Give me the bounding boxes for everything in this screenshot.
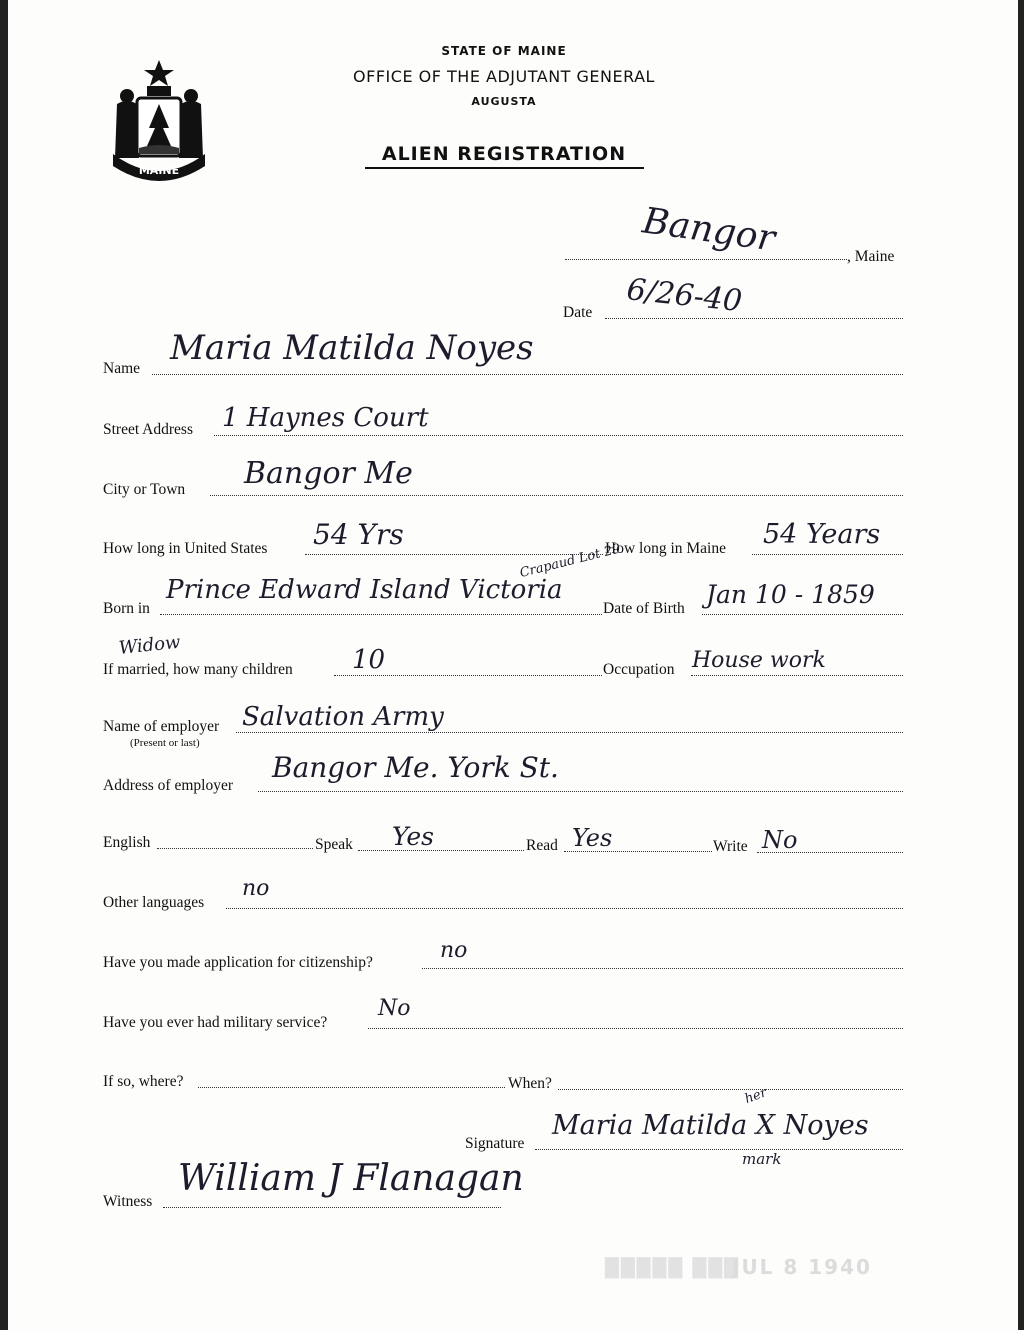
date-of-birth-label: Date of Birth xyxy=(603,600,685,617)
citizenship-value: no xyxy=(440,938,468,963)
write-value: No xyxy=(762,826,798,854)
employer-address-value: Bangor Me. York St. xyxy=(272,751,559,784)
city-heading: AUGUSTA xyxy=(471,95,537,108)
born-in-extra: Crapaud Lot 29 xyxy=(518,541,623,581)
svg-text:MAINE: MAINE xyxy=(138,164,180,177)
how-long-maine-value: 54 Years xyxy=(763,519,881,550)
employer-label: Name of employer xyxy=(103,718,220,735)
office-heading: OFFICE OF THE ADJUTANT GENERAL xyxy=(353,67,655,86)
children-line xyxy=(334,675,602,676)
date-line xyxy=(605,318,903,319)
born-in-value: Prince Edward Island Victoria xyxy=(166,575,563,605)
date-of-birth-line xyxy=(702,614,903,615)
date-label: Date xyxy=(563,304,593,321)
born-in-line xyxy=(160,614,602,615)
name-value: Maria Matilda Noyes xyxy=(170,328,534,368)
witness-line xyxy=(163,1207,501,1208)
how-long-us-value: 54 Yrs xyxy=(313,518,404,551)
where-line xyxy=(198,1087,505,1088)
signature-label: Signature xyxy=(465,1135,525,1152)
military-value: No xyxy=(378,996,411,1021)
witness-label: Witness xyxy=(103,1193,153,1210)
english-label: English xyxy=(103,834,151,851)
name-line xyxy=(152,374,903,375)
scan-edge-left xyxy=(0,0,8,1330)
occupation-value: House work xyxy=(692,648,826,673)
speak-label: Speak xyxy=(315,836,353,853)
scan-edge-right xyxy=(1018,0,1024,1330)
write-label: Write xyxy=(713,838,748,855)
occupation-line xyxy=(691,675,903,676)
citizenship-label: Have you made application for citizenship? xyxy=(103,954,373,971)
date-value: 6/26-40 xyxy=(625,272,744,320)
signature-his-note: her xyxy=(742,1085,769,1107)
speak-line xyxy=(358,850,524,851)
other-languages-label: Other languages xyxy=(103,894,205,911)
born-in-label: Born in xyxy=(103,600,150,617)
speak-value: Yes xyxy=(392,822,434,851)
received-stamp: JUL 8 1940 xyxy=(732,1255,872,1279)
city-label: City or Town xyxy=(103,481,186,498)
read-value: Yes xyxy=(572,824,613,852)
when-line xyxy=(558,1089,903,1090)
employer-line xyxy=(236,732,903,733)
read-label: Read xyxy=(526,837,558,854)
employer-address-line xyxy=(258,791,903,792)
english-line xyxy=(157,848,313,849)
maine-label: , Maine xyxy=(847,248,895,265)
occupation-label: Occupation xyxy=(603,661,675,678)
military-line xyxy=(368,1028,903,1029)
other-languages-line xyxy=(226,908,903,909)
town-value: Bangor xyxy=(640,200,778,260)
street-value: 1 Haynes Court xyxy=(222,403,429,433)
signature-mark-note: mark xyxy=(742,1150,782,1168)
how-long-us-label: How long in United States xyxy=(103,540,268,557)
city-value: Bangor Me xyxy=(244,456,413,491)
children-value: 10 xyxy=(352,645,386,675)
title-underline xyxy=(365,167,644,169)
signature-value: Maria Matilda X Noyes xyxy=(552,1110,869,1141)
how-long-maine-label: How long in Maine xyxy=(605,540,726,557)
signature-line xyxy=(535,1149,903,1150)
marital-note: Widow xyxy=(117,631,182,659)
received-stamp-faint: █████ ███ xyxy=(605,1258,741,1279)
married-label: If married, how many children xyxy=(103,661,293,678)
if-so-where-label: If so, where? xyxy=(103,1073,184,1090)
other-languages-value: no xyxy=(242,876,270,901)
when-label: When? xyxy=(508,1075,552,1092)
citizenship-line xyxy=(422,968,903,969)
how-long-maine-line xyxy=(752,554,903,555)
city-line xyxy=(210,495,903,496)
employer-address-label: Address of employer xyxy=(103,777,233,794)
employer-note: (Present or last) xyxy=(130,737,200,749)
form-title: ALIEN REGISTRATION xyxy=(381,143,627,165)
street-line xyxy=(214,435,903,436)
street-label: Street Address xyxy=(103,421,193,438)
state-heading: STATE OF MAINE xyxy=(441,44,567,58)
military-label: Have you ever had military service? xyxy=(103,1014,328,1031)
date-of-birth-value: Jan 10 - 1859 xyxy=(706,580,875,609)
town-line xyxy=(565,259,847,260)
employer-value: Salvation Army xyxy=(242,702,444,732)
witness-value: William J Flanagan xyxy=(178,1158,524,1199)
how-long-us-line xyxy=(305,554,603,555)
name-label: Name xyxy=(103,360,141,377)
